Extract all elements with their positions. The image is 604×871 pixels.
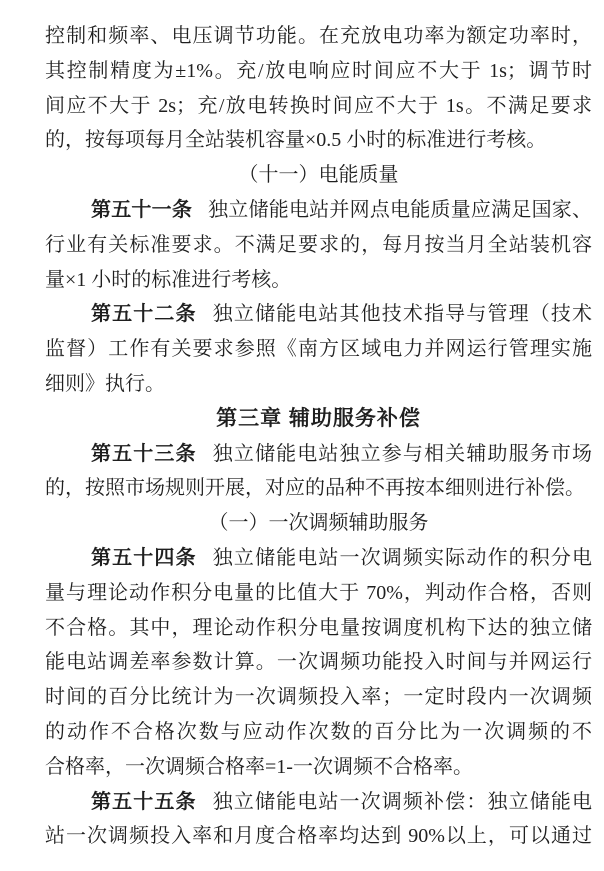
article-text: 独立储能电站独立参与相关辅助服务市场 — [212, 442, 593, 465]
body-line: 的动作不合格次数与应动作次数的百分比为一次调频的不 — [45, 720, 592, 743]
body-line: 合格率，一次调频合格率=1-一次调频不合格率。 — [45, 755, 473, 778]
section-heading: （十一）电能质量 — [238, 164, 399, 187]
article-line — [45, 437, 592, 472]
article-number: 第五十一条 — [91, 198, 193, 221]
body-line: 的，按照市场规则开展，对应的品种不再按本细则进行补偿。 — [45, 477, 585, 500]
body-line: 监督）工作有关要求参照《南方区域电力并网运行管理实施 — [45, 338, 592, 361]
article-number: 第五十三条 — [91, 442, 197, 465]
body-line: 其控制精度为±1%。充/放电响应时间应不大于 1s；调节时 — [45, 59, 592, 82]
text-block — [45, 19, 592, 854]
article-number: 第五十五条 — [91, 790, 197, 813]
article-text: 独立储能电站其他技术指导与管理（技术 — [212, 303, 593, 326]
article-line — [45, 785, 592, 820]
article-number: 第五十二条 — [91, 303, 197, 326]
article-number: 第五十四条 — [91, 546, 197, 569]
body-line: 控制和频率、电压调节功能。在充放电功率为额定功率时， — [45, 25, 592, 47]
article-text: 独立储能电站一次调频实际动作的积分电 — [212, 546, 593, 569]
article-line — [45, 297, 592, 332]
body-line: 细则》执行。 — [45, 372, 165, 395]
body-line: 不合格。其中，理论动作积分电量按调度机构下达的独立储 — [45, 616, 592, 639]
body-line: 量×1 小时的标准进行考核。 — [45, 268, 292, 291]
chapter-heading: 第三章 辅助服务补偿 — [216, 406, 421, 430]
article-line — [45, 541, 592, 576]
body-line: 间应不大于 2s；充/放电转换时间应不大于 1s。不满足要求 — [45, 94, 592, 117]
section-heading: （一）一次调频辅助服务 — [208, 512, 429, 535]
body-line: 时间的百分比统计为一次调频投入率；一定时段内一次调频 — [45, 686, 592, 709]
article-text: 独立储能电站一次调频补偿：独立储能电 — [212, 790, 593, 813]
body-line: 能电站调差率参数计算。一次调频功能投入时间与并网运行 — [45, 651, 592, 674]
body-line: 量与理论动作积分电量的比值大于 70%，判动作合格，否则 — [45, 581, 592, 604]
article-text: 独立储能电站并网点电能质量应满足国家、 — [208, 198, 593, 221]
article-line — [45, 193, 592, 228]
body-line: 的，按每项每月全站装机容量×0.5 小时的标准进行考核。 — [45, 129, 547, 152]
body-line: 行业有关标准要求。不满足要求的，每月按当月全站装机容 — [45, 233, 592, 256]
body-line: 站一次调频投入率和月度合格率均达到 90%以上，可以通过 — [45, 825, 592, 848]
